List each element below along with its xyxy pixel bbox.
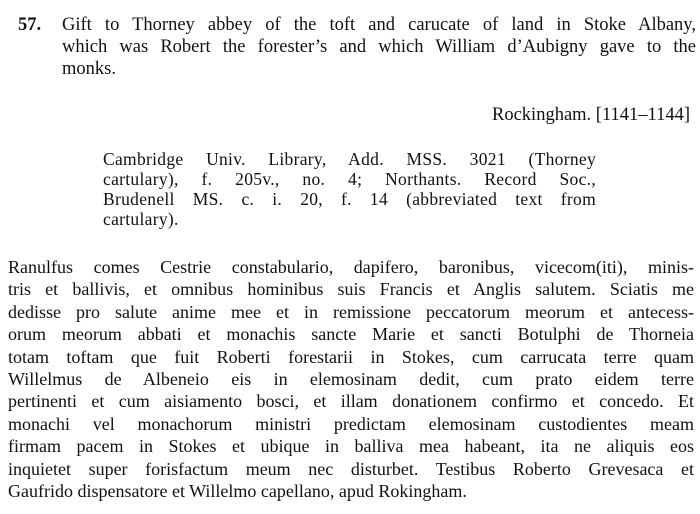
charter-line: tris et ballivis, et omnibus hominibus suis Francis et Anglis salutem. Sciatis me	[8, 279, 694, 300]
charter-line: firmam pacem in Stokes et ubique in balliva mea habeant, ita ne aliquis eos	[8, 436, 694, 457]
source-note-line: Brudenell MS. c. i. 20, f. 14 (abbreviated text from	[103, 189, 596, 209]
entry-number: 57.	[18, 15, 42, 35]
charter-line: Ranulfus comes Cestrie constabulario, dapifero, baronibus, vicecom(iti), minis-	[8, 257, 694, 277]
charter-line: orum meorum abbati et monachis sancte Marie et sancti Botulphi de Thorneia	[8, 324, 694, 345]
source-note-line: cartulary), f. 205v., no. 4; Northants. Record Soc.,	[103, 169, 596, 189]
charter-line: monachi vel monachorum ministri predictam elemosinam custodientes meam	[8, 413, 694, 434]
source-note-line: cartulary).	[103, 209, 179, 229]
charter-line: pertinenti et cum aisiamento bosci, et illam donationem confirmo et concedo. Et	[8, 391, 694, 412]
charter-line: Willelmus de Albeneio eis in elemosinam dedit, cum prato eidem terre	[8, 369, 694, 390]
entry-title-line: monks.	[62, 59, 116, 79]
charter-line: inquietet super forisfactum meum nec disturbet. Testibus Roberto Grevesaca et	[8, 458, 694, 479]
charter-line: dedisse pro salute anime mee et in remissione peccatorum meorum et antecess-	[8, 301, 694, 322]
entry-title-line: Gift to Thorney abbey of the toft and carucate of land in Stoke Albany,	[62, 15, 696, 35]
charter-line: totam toftam que fuit Roberti forestarii in Stokes, cum carrucata terre quam	[8, 346, 694, 367]
manuscript-source-note	[103, 149, 596, 229]
entry-title-line: which was Robert the forester’s and which William d’Aubigny gave to the	[62, 37, 696, 57]
entry-title	[62, 14, 696, 80]
charter-latin-text	[8, 256, 694, 502]
charter-line: Gaufrido dispensatore et Willelmo capellano, apud Rokingham.	[8, 481, 467, 502]
place-and-date: Rockingham. [1141–1144]	[492, 105, 690, 125]
source-note-line: Cambridge Univ. Library, Add. MSS. 3021 (Thorney	[103, 149, 596, 169]
